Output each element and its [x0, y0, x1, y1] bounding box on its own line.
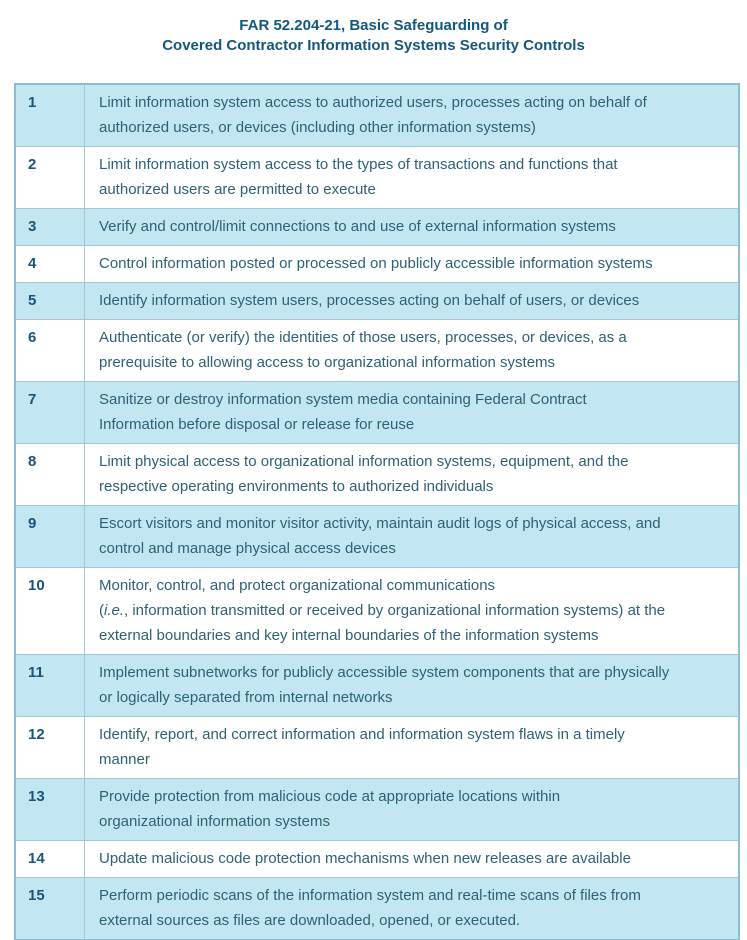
title-line-1: FAR 52.204-21, Basic Safeguarding of	[239, 17, 508, 34]
description-line: Provide protection from malicious code at appropriate locations within	[99, 788, 561, 805]
row-description	[85, 779, 740, 841]
row-description	[85, 717, 740, 779]
row-number: 1	[15, 84, 85, 147]
description-line: external sources as files are downloaded, opened, or executed.	[99, 912, 521, 929]
table-row	[15, 320, 739, 382]
row-number: 3	[15, 209, 85, 246]
row-description	[85, 655, 740, 717]
table-row	[15, 878, 739, 940]
description-line: organizational information systems	[99, 813, 330, 830]
table-row	[15, 84, 739, 147]
table-row	[15, 382, 739, 444]
description-line: respective operating environments to authorized individuals	[99, 478, 494, 495]
table-body	[15, 84, 739, 940]
row-description	[85, 320, 740, 382]
table-row	[15, 655, 739, 717]
table-row	[15, 283, 739, 320]
row-description	[85, 209, 740, 246]
description-line: prerequisite to allowing access to organizational information systems	[99, 354, 556, 371]
description-line: or logically separated from internal networks	[99, 689, 393, 706]
row-description	[85, 506, 740, 568]
table-row	[15, 147, 739, 209]
description-line: Limit information system access to authorized users, processes acting on behalf of	[99, 94, 647, 111]
row-number: 4	[15, 246, 85, 283]
description-line: Update malicious code protection mechanisms when new releases are available	[99, 850, 631, 867]
row-description	[85, 147, 740, 209]
description-line: Limit physical access to organizational information systems, equipment, and the	[99, 453, 629, 470]
description-line: Limit information system access to the types of transactions and functions that	[99, 156, 618, 173]
description-line: Verify and control/limit connections to and use of external information systems	[99, 218, 616, 235]
description-line: control and manage physical access devices	[99, 540, 396, 557]
table-row	[15, 444, 739, 506]
table-row	[15, 779, 739, 841]
description-line: Control information posted or processed on publicly accessible information systems	[99, 255, 653, 272]
row-number: 14	[15, 841, 85, 878]
row-number: 5	[15, 283, 85, 320]
description-line: Authenticate (or verify) the identities of those users, processes, or devices, as a	[99, 329, 627, 346]
security-controls-table	[14, 83, 740, 940]
row-description	[85, 382, 740, 444]
description-line: (i.e., information transmitted or received by organizational information systems) at the	[99, 602, 666, 619]
table-row	[15, 209, 739, 246]
row-description	[85, 444, 740, 506]
description-line: authorized users, or devices (including other information systems)	[99, 119, 536, 136]
page-title	[0, 16, 747, 56]
table-row	[15, 506, 739, 568]
description-line: external boundaries and key internal boundaries of the information systems	[99, 627, 599, 644]
table-row	[15, 841, 739, 878]
description-line: Implement subnetworks for publicly accessible system components that are physically	[99, 664, 670, 681]
row-number: 2	[15, 147, 85, 209]
table-row	[15, 717, 739, 779]
row-number: 13	[15, 779, 85, 841]
row-description	[85, 841, 740, 878]
description-line: Sanitize or destroy information system media containing Federal Contract	[99, 391, 587, 408]
row-number: 9	[15, 506, 85, 568]
description-line: Information before disposal or release for reuse	[99, 416, 415, 433]
description-line: Monitor, control, and protect organizational communications	[99, 577, 496, 594]
row-description	[85, 283, 740, 320]
title-line-2: Covered Contractor Information Systems Security Controls	[162, 37, 585, 54]
description-line: Escort visitors and monitor visitor activity, maintain audit logs of physical access, and	[99, 515, 661, 532]
row-number: 11	[15, 655, 85, 717]
row-description	[85, 84, 740, 147]
table-row	[15, 246, 739, 283]
row-number: 8	[15, 444, 85, 506]
row-description	[85, 568, 740, 655]
table-row	[15, 568, 739, 655]
description-line: authorized users are permitted to execute	[99, 181, 376, 198]
description-line: Perform periodic scans of the information system and real-time scans of files from	[99, 887, 641, 904]
row-number: 10	[15, 568, 85, 655]
row-number: 6	[15, 320, 85, 382]
description-line: Identify, report, and correct information and information system flaws in a timely	[99, 726, 625, 743]
row-number: 12	[15, 717, 85, 779]
row-description	[85, 878, 740, 940]
description-line: Identify information system users, processes acting on behalf of users, or devices	[99, 292, 640, 309]
row-number: 15	[15, 878, 85, 940]
row-number: 7	[15, 382, 85, 444]
row-description	[85, 246, 740, 283]
description-line: manner	[99, 751, 150, 768]
